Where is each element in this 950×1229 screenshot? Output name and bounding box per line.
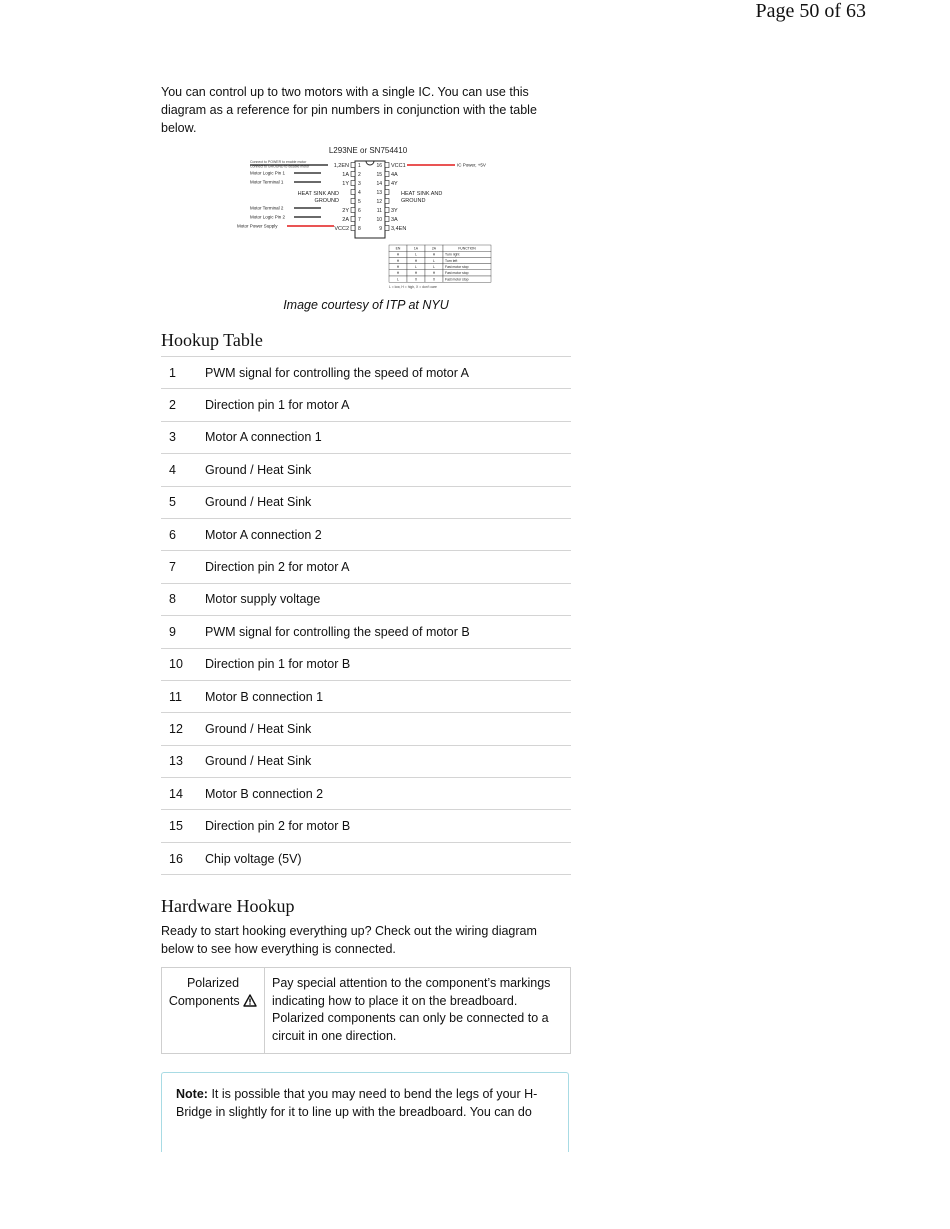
right-pin-number: 12 bbox=[376, 199, 382, 205]
table-row bbox=[161, 745, 571, 777]
pin-number: 9 bbox=[161, 616, 205, 648]
pin-description: Direction pin 2 for motor A bbox=[205, 551, 571, 583]
right-pin-name: 4A bbox=[391, 172, 398, 178]
pin-number: 12 bbox=[161, 713, 205, 745]
right-pin-number: 14 bbox=[376, 181, 382, 187]
pin-number: 15 bbox=[161, 810, 205, 842]
table-row bbox=[161, 518, 571, 550]
right-pin-name: 3,4EN bbox=[391, 226, 407, 232]
right-pin-name: 3A bbox=[391, 217, 398, 223]
pin-number: 1 bbox=[161, 357, 205, 389]
left-pin-name: 2A bbox=[342, 217, 349, 223]
pin-number: 2 bbox=[161, 389, 205, 421]
pin-number: 10 bbox=[161, 648, 205, 680]
truth-table-header: 2A bbox=[431, 246, 437, 251]
truth-table bbox=[389, 245, 491, 282]
pin-description: Ground / Heat Sink bbox=[205, 486, 571, 518]
pin-number: 4 bbox=[161, 454, 205, 486]
table-row bbox=[161, 842, 571, 874]
left-pin-number: 4 bbox=[358, 190, 361, 196]
truth-table-value: H bbox=[432, 252, 436, 257]
table-row bbox=[161, 389, 571, 421]
pin-description: Motor supply voltage bbox=[205, 583, 571, 615]
table-row bbox=[161, 357, 571, 389]
pin-number: 3 bbox=[161, 421, 205, 453]
pin-number: 13 bbox=[161, 745, 205, 777]
h-bridge-pinout-diagram bbox=[161, 143, 571, 293]
left-pin-stub bbox=[351, 217, 355, 222]
table-row bbox=[161, 486, 571, 518]
label-motor-power-supply: Motor Power Supply bbox=[237, 223, 278, 229]
power-enable-note: Connect to POWER to enable motor bbox=[250, 160, 307, 164]
pin-description: Direction pin 1 for motor B bbox=[205, 648, 571, 680]
pin-description: Motor B connection 2 bbox=[205, 778, 571, 810]
right-pin-number: 10 bbox=[376, 217, 382, 223]
page-number: Page 50 of 63 bbox=[755, 0, 866, 22]
right-pin-number: 13 bbox=[376, 190, 382, 196]
left-pin-number: 5 bbox=[358, 199, 361, 205]
warning-icon bbox=[243, 994, 257, 1013]
truth-table-value: H bbox=[414, 271, 418, 276]
left-pin-name: 1Y bbox=[342, 181, 349, 187]
right-pin-stub bbox=[385, 181, 389, 186]
left-pin-number: 2 bbox=[358, 172, 361, 178]
table-row bbox=[161, 680, 571, 712]
polarized-text: Pay special attention to the component’s markings indicating how to place it on the breadboard. Polarized components can only be connected to a circuit in one direction. bbox=[272, 976, 551, 1043]
left-pin-stub bbox=[351, 208, 355, 213]
truth-table-value: X bbox=[414, 277, 418, 282]
left-pin-stub bbox=[351, 190, 355, 195]
table-row bbox=[161, 810, 571, 842]
heat-sink-right-line1: HEAT SINK AND bbox=[401, 191, 443, 197]
pin-description: Motor B connection 1 bbox=[205, 680, 571, 712]
pin-description: Ground / Heat Sink bbox=[205, 713, 571, 745]
pinout-svg bbox=[161, 143, 571, 293]
pin-description: Direction pin 1 for motor A bbox=[205, 389, 571, 421]
right-pin-number: 15 bbox=[376, 172, 382, 178]
label-motor-terminal-2: Motor Terminal 2 bbox=[250, 205, 284, 211]
truth-table-legend: L = low, H = high, X = don't care bbox=[389, 285, 437, 289]
right-pin-stub bbox=[385, 217, 389, 222]
right-pin-number: 16 bbox=[376, 163, 382, 169]
table-row bbox=[161, 778, 571, 810]
pin-description: Ground / Heat Sink bbox=[205, 454, 571, 486]
left-pin-name: VCC2 bbox=[334, 226, 349, 232]
left-pin-stub bbox=[351, 226, 355, 231]
truth-table-value: H bbox=[414, 258, 418, 263]
right-pin-name: VCC1 bbox=[391, 163, 406, 169]
left-pin-stub bbox=[351, 181, 355, 186]
truth-table-value: H bbox=[396, 258, 400, 263]
table-row bbox=[161, 616, 571, 648]
heat-sink-left-line1: HEAT SINK AND bbox=[297, 191, 339, 197]
pin-number: 5 bbox=[161, 486, 205, 518]
table-row bbox=[161, 713, 571, 745]
hardware-hookup-text: Ready to start hooking everything up? Check out the wiring diagram below to see how everything is connected. bbox=[161, 924, 537, 957]
left-pin-stub bbox=[351, 199, 355, 204]
truth-table-value: H bbox=[396, 271, 400, 276]
left-pin-stub bbox=[351, 172, 355, 177]
polarized-label: Polarized Components bbox=[168, 976, 240, 1008]
pin-number: 16 bbox=[161, 842, 205, 874]
label-motor-terminal-1: Motor Terminal 1 bbox=[250, 179, 284, 185]
note-text: It is possible that you may need to bend the legs of your H-Bridge in slightly for it to line up with the breadboard. You can do bbox=[176, 1087, 538, 1119]
truth-table-value: H bbox=[396, 252, 400, 257]
table-row bbox=[161, 454, 571, 486]
right-pin-stub bbox=[385, 199, 389, 204]
truth-table-header: 1A bbox=[413, 246, 419, 251]
pin-number: 14 bbox=[161, 778, 205, 810]
table-row bbox=[161, 421, 571, 453]
truth-table-value: Fast motor stop bbox=[445, 265, 469, 269]
page-content bbox=[161, 83, 571, 1152]
pin-description: PWM signal for controlling the speed of motor B bbox=[205, 616, 571, 648]
right-pin-number: 9 bbox=[379, 226, 382, 232]
label-ic-power: IC Power, +5V bbox=[457, 162, 486, 168]
right-pin-number: 11 bbox=[376, 208, 382, 214]
truth-table-value: L bbox=[415, 252, 417, 257]
pin-description: Direction pin 2 for motor B bbox=[205, 810, 571, 842]
left-pin-number: 8 bbox=[358, 226, 361, 232]
left-pin-stub bbox=[351, 163, 355, 168]
truth-table-value: Turn left bbox=[445, 258, 458, 263]
left-pin-name: 1,2EN bbox=[333, 163, 349, 169]
heat-sink-left-line2: GROUND bbox=[314, 198, 339, 204]
polarized-components-box bbox=[161, 967, 571, 1054]
ground-disable-note: Connect to GROUND to disable motor bbox=[250, 164, 310, 169]
truth-table-value: L bbox=[415, 265, 417, 269]
right-pin-stub bbox=[385, 208, 389, 213]
table-row bbox=[161, 648, 571, 680]
pin-number: 8 bbox=[161, 583, 205, 615]
truth-table-value: H bbox=[396, 265, 400, 269]
heat-sink-right-line2: GROUND bbox=[401, 198, 426, 204]
chip-title: L293NE or SN754410 bbox=[328, 146, 408, 155]
left-pin-number: 6 bbox=[358, 208, 361, 214]
left-pin-number: 3 bbox=[358, 181, 361, 187]
label-motor-logic-pin-1: Motor Logic Pin 1 bbox=[250, 170, 286, 176]
pin-description: PWM signal for controlling the speed of motor A bbox=[205, 357, 571, 389]
pin-description: Ground / Heat Sink bbox=[205, 745, 571, 777]
right-pin-stub bbox=[385, 172, 389, 177]
right-pin-stub bbox=[385, 163, 389, 168]
label-motor-logic-pin-2: Motor Logic Pin 2 bbox=[250, 214, 286, 220]
truth-table-header: FUNCTION bbox=[458, 246, 476, 251]
truth-table-header: EN bbox=[395, 246, 401, 251]
intro-paragraph: You can control up to two motors with a single IC. You can use this diagram as a reference for pin numbers in conjunction with the table below. bbox=[161, 85, 537, 135]
note-box bbox=[161, 1072, 569, 1152]
note-label: Note: bbox=[176, 1087, 208, 1102]
truth-table-value: L bbox=[433, 258, 435, 263]
right-pin-stub bbox=[385, 190, 389, 195]
left-pin-number: 1 bbox=[358, 163, 361, 169]
right-pin-name: 3Y bbox=[391, 208, 398, 214]
hookup-table bbox=[161, 356, 571, 875]
table-row bbox=[161, 583, 571, 615]
pin-number: 11 bbox=[161, 680, 205, 712]
hookup-table-heading: Hookup Table bbox=[161, 330, 263, 350]
right-pin-name: 4Y bbox=[391, 181, 398, 187]
pin-description: Motor A connection 1 bbox=[205, 421, 571, 453]
truth-table-value: L bbox=[433, 265, 435, 269]
truth-table-value: Fast motor stop bbox=[445, 271, 469, 276]
diagram-caption: Image courtesy of ITP at NYU bbox=[283, 298, 449, 312]
hardware-hookup-heading: Hardware Hookup bbox=[161, 896, 295, 917]
left-pin-name: 2Y bbox=[342, 208, 349, 214]
pin-description: Motor A connection 2 bbox=[205, 518, 571, 550]
pin-number: 7 bbox=[161, 551, 205, 583]
pin-description: Chip voltage (5V) bbox=[205, 842, 571, 874]
truth-table-value: Fast motor stop bbox=[445, 277, 469, 282]
truth-table-value: Turn right bbox=[445, 252, 460, 257]
pin-number: 6 bbox=[161, 518, 205, 550]
truth-table-value: X bbox=[432, 277, 436, 282]
right-pin-stub bbox=[385, 226, 389, 231]
left-pin-name: 1A bbox=[342, 172, 349, 178]
table-row bbox=[161, 551, 571, 583]
truth-table-value: L bbox=[397, 277, 399, 282]
left-pin-number: 7 bbox=[358, 217, 361, 223]
polarized-label-cell bbox=[162, 968, 265, 1053]
truth-table-value: H bbox=[432, 271, 436, 276]
